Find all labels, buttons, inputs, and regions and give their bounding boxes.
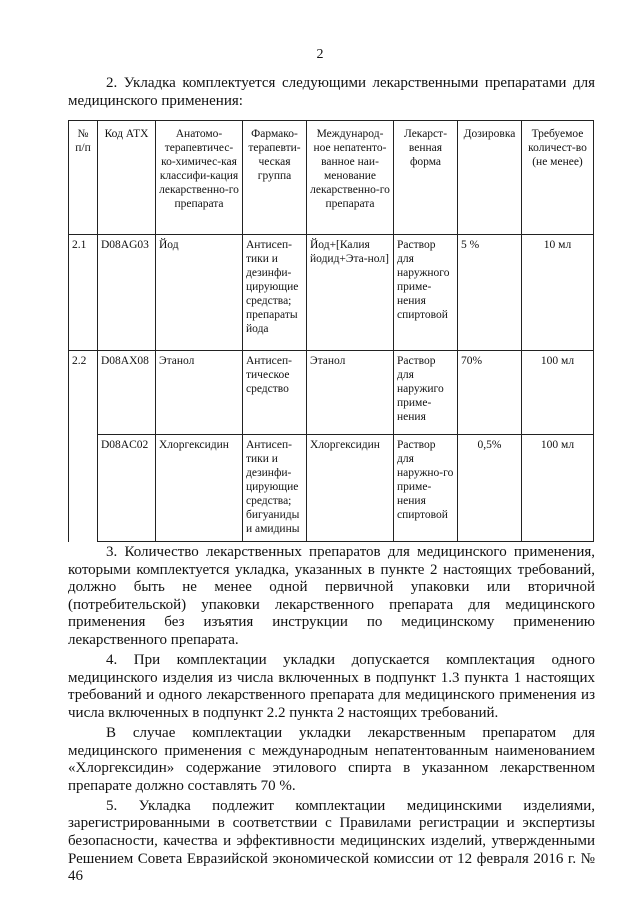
row-num: 2.2 bbox=[69, 351, 98, 542]
header-dosage: Дозировка bbox=[458, 121, 522, 235]
row-pharm-group: Антисеп-тики и дезинфи-цирующие средства; бигуаниды и амидины bbox=[243, 435, 307, 542]
drugs-table bbox=[68, 120, 594, 542]
header-pharm-group: Фармако-терапевти-ческая группа bbox=[243, 121, 307, 235]
row-dosage: 70% bbox=[458, 351, 522, 435]
row-code: D08AC02 bbox=[98, 435, 156, 542]
row-atc-name: Йод bbox=[156, 235, 243, 351]
header-form: Лекарст-венная форма bbox=[394, 121, 458, 235]
intro-paragraph: 2. Укладка комплектуется следующими лекарственными препаратами для медицинского применения: bbox=[68, 75, 595, 109]
header-code: Код АТХ bbox=[98, 121, 156, 235]
table-header-row bbox=[69, 121, 594, 235]
header-inn: Международ-ное непатенто-ванное наи-менование лекарственно-го препарата bbox=[307, 121, 394, 235]
row-form: Раствор для наружно-го приме-нения спиртовой bbox=[394, 435, 458, 542]
row-code: D08AX08 bbox=[98, 351, 156, 435]
row-quantity: 100 мл bbox=[522, 435, 594, 542]
row-pharm-group: Антисеп-тическое средство bbox=[243, 351, 307, 435]
row-inn: Хлоргексидин bbox=[307, 435, 394, 542]
paragraph-5: 5. Укладка подлежит комплектации медицинскими изделиями, зарегистрированными в соответствии с Правилами регистрации и экспертизы безопасности, качества и эффективности медицинских изделий, утвержденными Решением Совета Евразийской экономической комиссии от 12 февраля 2016 г. № 46 bbox=[68, 797, 595, 885]
row-dosage: 5 % bbox=[458, 235, 522, 351]
row-quantity: 10 мл bbox=[522, 235, 594, 351]
row-code: D08AG03 bbox=[98, 235, 156, 351]
row-pharm-group: Антисеп-тики и дезинфи-цирующие средства; препараты йода bbox=[243, 235, 307, 351]
header-num: № п/п bbox=[69, 121, 98, 235]
header-atc-name: Анатомо-терапевтичес-ко-химичес-кая классифи-кация лекарственно-го препарата bbox=[156, 121, 243, 235]
row-dosage: 0,5% bbox=[458, 435, 522, 542]
row-inn: Этанол bbox=[307, 351, 394, 435]
paragraph-3: 3. Количество лекарственных препаратов для медицинского применения, которыми комплектуется укладка, указанных в пункте 2 настоящих требований, должно быть не менее одной первичной упаковки или вторичной (потребительской) упаковки лекарственного препарата для медицинского применения без изъятия инструкции по медицинскому применению лекарственного препарата. bbox=[68, 544, 595, 648]
table-row bbox=[69, 235, 594, 351]
paragraph-4: 4. При комплектации укладки допускается комплектация одного медицинского изделия из числа включенных в подпункт 1.3 пункта 1 настоящих требований и одного лекарственного препарата для медицинского применения из числа включенных в подпункт 2.2 пункта 2 настоящих требований. bbox=[68, 652, 595, 721]
row-form: Раствор для наружиго приме-нения bbox=[394, 351, 458, 435]
row-num: 2.1 bbox=[69, 235, 98, 351]
page-number: 2 bbox=[316, 47, 324, 62]
row-atc-name: Хлоргексидин bbox=[156, 435, 243, 542]
table-row bbox=[69, 435, 594, 542]
body-text bbox=[68, 544, 595, 888]
paragraph-4-note: В случае комплектации укладки лекарственным препаратом для медицинского применения с международным непатентованным наименованием «Хлоргексидин» содержание этилового спирта в указанном лекарственном препарате должно составлять 70 %. bbox=[68, 724, 595, 794]
row-inn: Йод+[Калия йодид+Эта-нол] bbox=[307, 235, 394, 351]
row-atc-name: Этанол bbox=[156, 351, 243, 435]
table-row bbox=[69, 351, 594, 435]
row-form: Раствор для наружного приме-нения спиртовой bbox=[394, 235, 458, 351]
row-quantity: 100 мл bbox=[522, 351, 594, 435]
header-quantity: Требуемое количест-во (не менее) bbox=[522, 121, 594, 235]
